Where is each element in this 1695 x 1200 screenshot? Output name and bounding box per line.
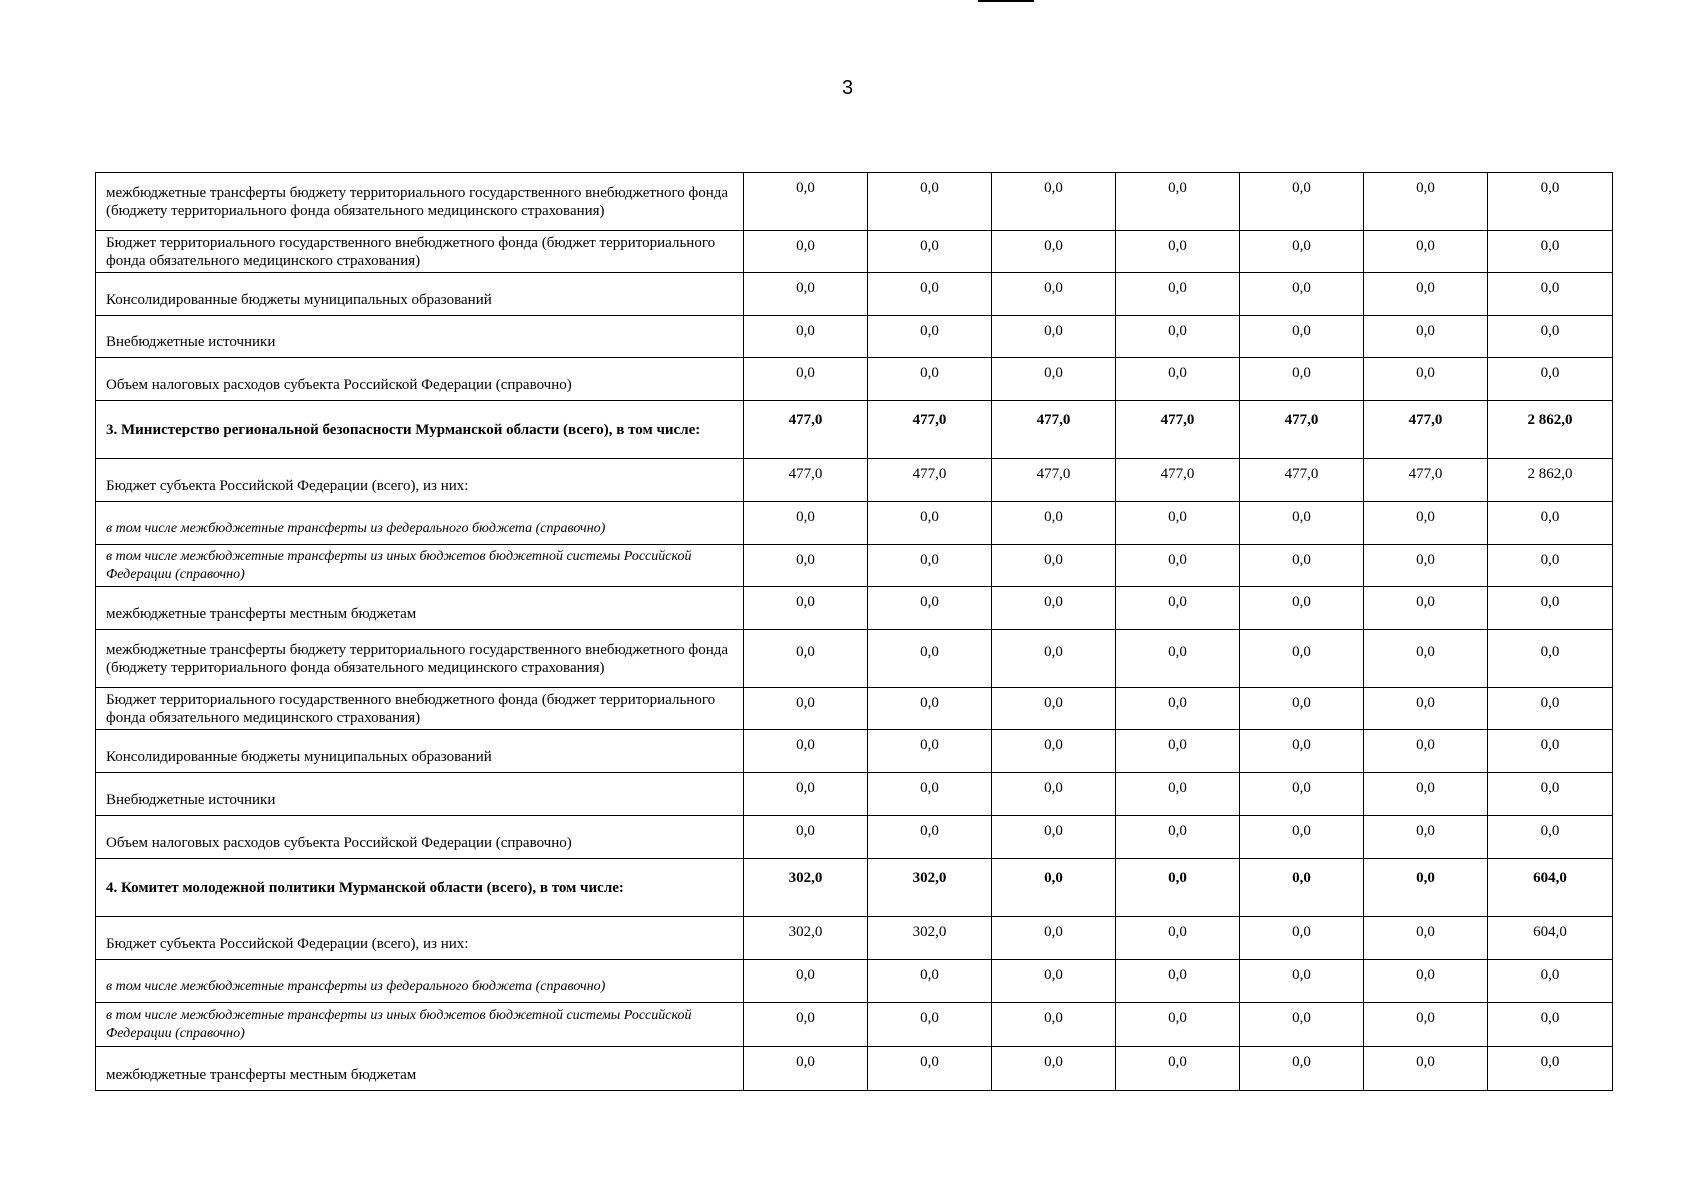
table-row: [96, 545, 1613, 587]
table-row: [96, 960, 1613, 1003]
row-label: Внебюджетные источники: [96, 316, 744, 358]
value-cell: 0,0: [1240, 273, 1364, 316]
value-cell: 0,0: [1488, 816, 1613, 859]
table-row: [96, 630, 1613, 688]
value-cell: 0,0: [1364, 917, 1488, 960]
table-row: [96, 587, 1613, 630]
value-cell: 0,0: [1364, 1047, 1488, 1091]
value-cell: 0,0: [1488, 1047, 1613, 1091]
value-cell: 0,0: [868, 1047, 992, 1091]
value-cell: 0,0: [1488, 231, 1613, 273]
value-cell: 0,0: [744, 545, 868, 587]
value-cell: 0,0: [1116, 917, 1240, 960]
value-cell: 302,0: [868, 917, 992, 960]
table-row: [96, 273, 1613, 316]
value-cell: 0,0: [1240, 358, 1364, 401]
value-cell: 0,0: [1488, 730, 1613, 773]
value-cell: 0,0: [1240, 917, 1364, 960]
value-cell: 0,0: [992, 1047, 1116, 1091]
value-cell: 0,0: [744, 273, 868, 316]
row-label: 4. Комитет молодежной политики Мурманской области (всего), в том числе:: [96, 859, 744, 917]
value-cell: 0,0: [744, 358, 868, 401]
value-cell: 604,0: [1488, 917, 1613, 960]
value-cell: 0,0: [868, 730, 992, 773]
value-cell: 477,0: [868, 401, 992, 459]
value-cell: 0,0: [1240, 1003, 1364, 1047]
row-label: в том числе межбюджетные трансферты из федерального бюджета (справочно): [96, 502, 744, 545]
value-cell: 0,0: [1364, 816, 1488, 859]
section-total-row: [96, 401, 1613, 459]
value-cell: 0,0: [744, 960, 868, 1003]
value-cell: 0,0: [744, 688, 868, 730]
value-cell: 0,0: [744, 316, 868, 358]
row-label: Консолидированные бюджеты муниципальных образований: [96, 273, 744, 316]
table-row: [96, 358, 1613, 401]
value-cell: 0,0: [1116, 816, 1240, 859]
value-cell: 0,0: [992, 273, 1116, 316]
value-cell: 477,0: [1116, 401, 1240, 459]
value-cell: 0,0: [1364, 859, 1488, 917]
page-number: 3: [841, 77, 854, 99]
row-label: Бюджет территориального государственного внебюджетного фонда (бюджет территориального фонда обязательного медицинского страхования): [96, 688, 744, 730]
value-cell: 0,0: [1116, 273, 1240, 316]
value-cell: 0,0: [1488, 545, 1613, 587]
value-cell: 0,0: [1488, 587, 1613, 630]
value-cell: 2 862,0: [1488, 459, 1613, 502]
table-row: [96, 730, 1613, 773]
table-row: [96, 231, 1613, 273]
table-row: [96, 688, 1613, 730]
value-cell: 0,0: [868, 587, 992, 630]
value-cell: 0,0: [1116, 545, 1240, 587]
value-cell: 0,0: [1364, 173, 1488, 231]
value-cell: 0,0: [1116, 859, 1240, 917]
value-cell: 0,0: [1488, 273, 1613, 316]
value-cell: 0,0: [1240, 630, 1364, 688]
row-label: Объем налоговых расходов субъекта Российской Федерации (справочно): [96, 816, 744, 859]
value-cell: 0,0: [868, 960, 992, 1003]
value-cell: 477,0: [992, 459, 1116, 502]
table-row: [96, 816, 1613, 859]
value-cell: 0,0: [868, 773, 992, 816]
value-cell: 0,0: [1364, 1003, 1488, 1047]
value-cell: 477,0: [1364, 459, 1488, 502]
row-label: Бюджет территориального государственного внебюджетного фонда (бюджет территориального фонда обязательного медицинского страхования): [96, 231, 744, 273]
budget-table: [95, 172, 1613, 1091]
value-cell: 0,0: [744, 1003, 868, 1047]
row-label: Бюджет субъекта Российской Федерации (всего), из них:: [96, 917, 744, 960]
table-row: [96, 1003, 1613, 1047]
row-label: межбюджетные трансферты местным бюджетам: [96, 587, 744, 630]
row-label: в том числе межбюджетные трансферты из иных бюджетов бюджетной системы Российской Федерации (справочно): [96, 545, 744, 587]
value-cell: 0,0: [744, 231, 868, 273]
value-cell: 302,0: [744, 859, 868, 917]
row-label: Объем налоговых расходов субъекта Российской Федерации (справочно): [96, 358, 744, 401]
value-cell: 0,0: [1364, 587, 1488, 630]
value-cell: 0,0: [868, 630, 992, 688]
value-cell: 0,0: [1116, 630, 1240, 688]
row-label: Консолидированные бюджеты муниципальных образований: [96, 730, 744, 773]
value-cell: 0,0: [1240, 545, 1364, 587]
value-cell: 0,0: [1488, 960, 1613, 1003]
value-cell: 0,0: [1364, 630, 1488, 688]
value-cell: 0,0: [1240, 587, 1364, 630]
value-cell: 0,0: [1488, 630, 1613, 688]
value-cell: 0,0: [744, 773, 868, 816]
row-label: межбюджетные трансферты бюджету территориального государственного внебюджетного фонда (бюджету территориального фонда обязательного медицинского страхования): [96, 173, 744, 231]
value-cell: 0,0: [992, 358, 1116, 401]
value-cell: 0,0: [1240, 688, 1364, 730]
row-label: Бюджет субъекта Российской Федерации (всего), из них:: [96, 459, 744, 502]
value-cell: 0,0: [1488, 173, 1613, 231]
value-cell: 0,0: [1364, 358, 1488, 401]
value-cell: 0,0: [1116, 316, 1240, 358]
value-cell: 0,0: [868, 358, 992, 401]
value-cell: 0,0: [1240, 502, 1364, 545]
value-cell: 0,0: [1240, 730, 1364, 773]
value-cell: 0,0: [744, 173, 868, 231]
value-cell: 0,0: [744, 630, 868, 688]
value-cell: 0,0: [992, 773, 1116, 816]
row-label: в том числе межбюджетные трансферты из иных бюджетов бюджетной системы Российской Федерации (справочно): [96, 1003, 744, 1047]
value-cell: 0,0: [868, 545, 992, 587]
value-cell: 477,0: [1364, 401, 1488, 459]
value-cell: 0,0: [1116, 358, 1240, 401]
value-cell: 477,0: [1240, 459, 1364, 502]
value-cell: 2 862,0: [1488, 401, 1613, 459]
value-cell: 0,0: [1116, 730, 1240, 773]
value-cell: 0,0: [1116, 688, 1240, 730]
value-cell: 0,0: [868, 502, 992, 545]
value-cell: 0,0: [992, 816, 1116, 859]
value-cell: 0,0: [992, 502, 1116, 545]
value-cell: 0,0: [868, 231, 992, 273]
value-cell: 0,0: [1116, 960, 1240, 1003]
value-cell: 0,0: [868, 316, 992, 358]
value-cell: 0,0: [1116, 1047, 1240, 1091]
value-cell: 477,0: [744, 401, 868, 459]
value-cell: 0,0: [1240, 173, 1364, 231]
value-cell: 0,0: [1116, 1003, 1240, 1047]
table-row: [96, 173, 1613, 231]
table-row: [96, 917, 1613, 960]
value-cell: 0,0: [992, 859, 1116, 917]
value-cell: 0,0: [1488, 688, 1613, 730]
value-cell: 0,0: [1364, 960, 1488, 1003]
value-cell: 0,0: [992, 231, 1116, 273]
value-cell: 477,0: [868, 459, 992, 502]
value-cell: 0,0: [744, 816, 868, 859]
value-cell: 0,0: [992, 960, 1116, 1003]
value-cell: 0,0: [992, 587, 1116, 630]
value-cell: 0,0: [992, 688, 1116, 730]
value-cell: 477,0: [992, 401, 1116, 459]
value-cell: 0,0: [1488, 502, 1613, 545]
row-label: межбюджетные трансферты бюджету территориального государственного внебюджетного фонда (бюджету территориального фонда обязательного медицинского страхования): [96, 630, 744, 688]
row-label: межбюджетные трансферты местным бюджетам: [96, 1047, 744, 1091]
value-cell: 0,0: [1364, 231, 1488, 273]
value-cell: 0,0: [1240, 816, 1364, 859]
value-cell: 0,0: [868, 816, 992, 859]
value-cell: 0,0: [868, 688, 992, 730]
table-row: [96, 502, 1613, 545]
value-cell: 0,0: [744, 1047, 868, 1091]
value-cell: 0,0: [1240, 859, 1364, 917]
value-cell: 0,0: [744, 730, 868, 773]
value-cell: 0,0: [992, 917, 1116, 960]
value-cell: 0,0: [1240, 773, 1364, 816]
value-cell: 0,0: [1488, 1003, 1613, 1047]
value-cell: 0,0: [744, 502, 868, 545]
value-cell: 0,0: [868, 1003, 992, 1047]
table-row: [96, 459, 1613, 502]
value-cell: 0,0: [1364, 316, 1488, 358]
value-cell: 0,0: [868, 273, 992, 316]
value-cell: 302,0: [744, 917, 868, 960]
value-cell: 0,0: [992, 316, 1116, 358]
value-cell: 0,0: [1488, 358, 1613, 401]
value-cell: 0,0: [1116, 173, 1240, 231]
value-cell: 604,0: [1488, 859, 1613, 917]
value-cell: 0,0: [1364, 730, 1488, 773]
section-total-row: [96, 859, 1613, 917]
value-cell: 0,0: [992, 545, 1116, 587]
table-row: [96, 316, 1613, 358]
value-cell: 0,0: [868, 173, 992, 231]
value-cell: 0,0: [1240, 1047, 1364, 1091]
row-label: в том числе межбюджетные трансферты из федерального бюджета (справочно): [96, 960, 744, 1003]
value-cell: 0,0: [1240, 231, 1364, 273]
table-row: [96, 773, 1613, 816]
value-cell: 0,0: [1116, 587, 1240, 630]
value-cell: 0,0: [1364, 273, 1488, 316]
value-cell: 477,0: [1240, 401, 1364, 459]
value-cell: 0,0: [992, 1003, 1116, 1047]
value-cell: 0,0: [1364, 502, 1488, 545]
row-label: Внебюджетные источники: [96, 773, 744, 816]
value-cell: 0,0: [1116, 773, 1240, 816]
value-cell: 0,0: [1240, 316, 1364, 358]
value-cell: 0,0: [1364, 773, 1488, 816]
value-cell: 0,0: [1488, 773, 1613, 816]
row-label: 3. Министерство региональной безопасности Мурманской области (всего), в том числе:: [96, 401, 744, 459]
value-cell: 0,0: [992, 173, 1116, 231]
value-cell: 0,0: [1364, 688, 1488, 730]
value-cell: 302,0: [868, 859, 992, 917]
value-cell: 0,0: [992, 730, 1116, 773]
value-cell: 0,0: [1488, 316, 1613, 358]
value-cell: 477,0: [1116, 459, 1240, 502]
top-edge-mark: [978, 0, 1034, 2]
value-cell: 0,0: [744, 587, 868, 630]
value-cell: 0,0: [1364, 545, 1488, 587]
table-row: [96, 1047, 1613, 1091]
value-cell: 0,0: [1116, 231, 1240, 273]
value-cell: 0,0: [1240, 960, 1364, 1003]
value-cell: 477,0: [744, 459, 868, 502]
value-cell: 0,0: [992, 630, 1116, 688]
value-cell: 0,0: [1116, 502, 1240, 545]
